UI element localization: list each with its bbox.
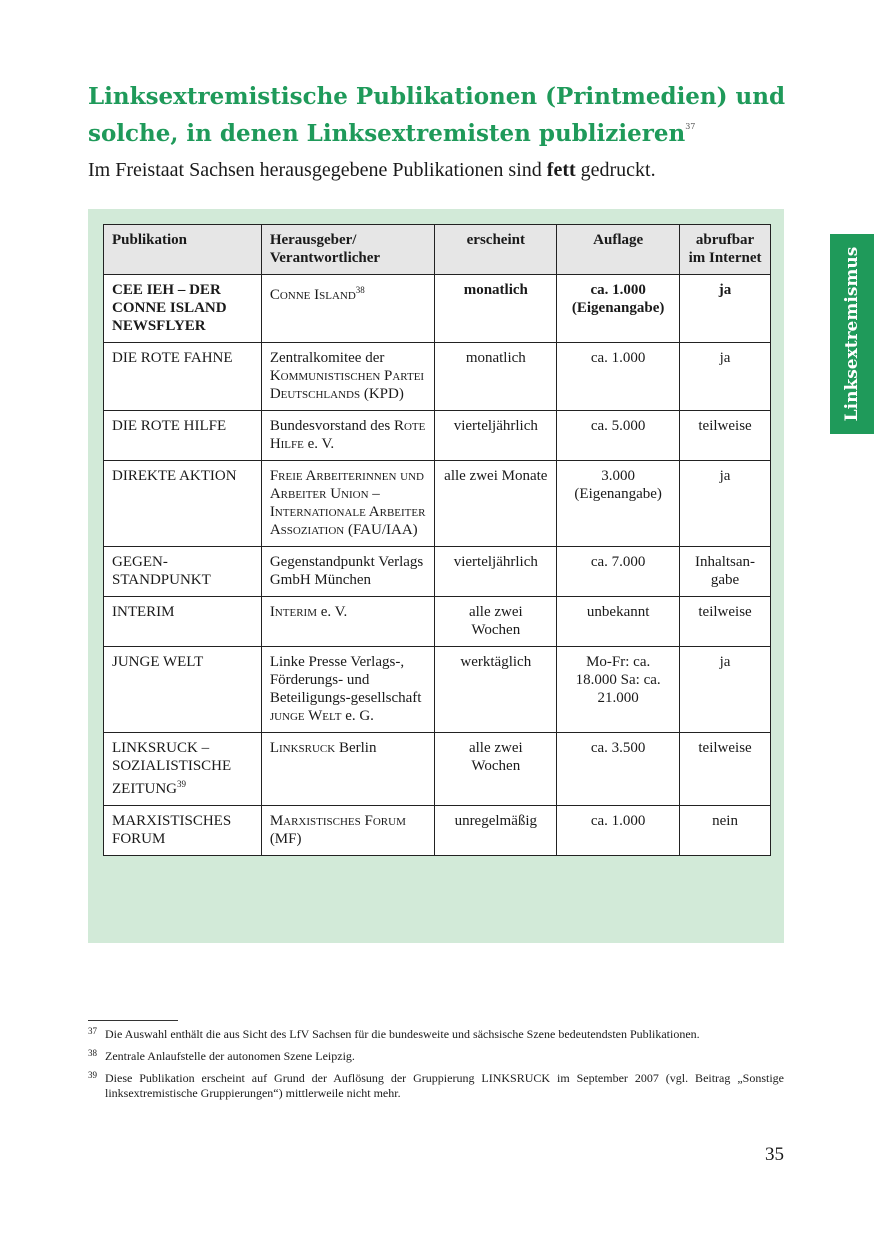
cell-frequency: alle zwei Wochen	[435, 733, 557, 806]
cell-publisher	[261, 343, 435, 411]
cell-online: Inhaltsan-gabe	[680, 547, 771, 597]
footnote	[88, 1071, 784, 1101]
cell-circulation: Mo-Fr: ca. 18.000 Sa: ca. 21.000	[557, 647, 680, 733]
page-number: 35	[765, 1144, 784, 1165]
publisher-name: Linksruck	[269, 740, 336, 756]
header-online: abrufbar im Internet	[680, 225, 771, 275]
intro-text	[88, 157, 788, 183]
cell-publisher	[261, 733, 435, 806]
publications-table	[103, 224, 771, 856]
cell-frequency: monatlich	[435, 275, 557, 343]
intro-before: Im Freistaat Sachsen herausgegebene Publikationen sind	[88, 159, 547, 181]
header-publisher: Herausgeber/ Verantwortlicher	[261, 225, 435, 275]
table-row	[104, 343, 771, 411]
cell-frequency: vierteljährlich	[435, 411, 557, 461]
cell-frequency: unregelmäßig	[435, 806, 557, 856]
footnote-text: Zentrale Anlaufstelle der autonomen Szene Leipzig.	[105, 1049, 355, 1063]
cell-circulation: ca. 1.000	[557, 806, 680, 856]
publisher-suffix: Berlin	[335, 740, 377, 756]
footnote-separator	[88, 1020, 178, 1021]
publisher-name: Kommunistischen Partei Deutschlands	[269, 368, 425, 402]
cell-publication: INTERIM	[104, 597, 262, 647]
publisher-suffix: e. V.	[303, 436, 335, 452]
header-frequency: erscheint	[435, 225, 557, 275]
publisher-plain: Bundesvorstand des	[269, 418, 391, 434]
table-row	[104, 733, 771, 806]
cell-publication: DIE ROTE HILFE	[104, 411, 262, 461]
table-row	[104, 806, 771, 856]
table-background	[88, 209, 784, 943]
cell-circulation: ca. 3.500	[557, 733, 680, 806]
publisher-plain: Linke Presse Verlags-, Förderungs- und Beteiligungs-gesellschaft	[269, 654, 422, 706]
cell-online: ja	[680, 343, 771, 411]
publisher-suffix: (MF)	[269, 831, 302, 847]
cell-publication	[104, 733, 262, 806]
cell-publication: MARXISTISCHES FORUM	[104, 806, 262, 856]
cell-online: teilweise	[680, 597, 771, 647]
publisher-name: Rote Hilfe	[269, 418, 426, 452]
side-tab-label: Linksextremismus	[842, 246, 862, 422]
publisher-footnote-ref: 38	[355, 285, 365, 295]
cell-frequency: alle zwei Monate	[435, 461, 557, 547]
cell-frequency: monatlich	[435, 343, 557, 411]
cell-circulation: ca. 1.000 (Eigenangabe)	[557, 275, 680, 343]
cell-circulation: 3.000 (Eigenangabe)	[557, 461, 680, 547]
footnote	[88, 1027, 784, 1042]
table-row	[104, 597, 771, 647]
intro-bold: fett	[546, 159, 576, 181]
cell-publication: CEE IEH – DER CONNE ISLAND NEWSFLYER	[104, 275, 262, 343]
publisher-suffix: (KPD)	[360, 386, 404, 402]
cell-publisher	[261, 647, 435, 733]
page-title	[88, 82, 788, 149]
cell-publication: GEGEN-STANDPUNKT	[104, 547, 262, 597]
title-line-2: solche, in denen Linksextremisten publizieren	[88, 120, 686, 147]
cell-publication: DIE ROTE FAHNE	[104, 343, 262, 411]
cell-online: teilweise	[680, 411, 771, 461]
cell-frequency: vierteljährlich	[435, 547, 557, 597]
cell-publication: JUNGE WELT	[104, 647, 262, 733]
cell-online: teilweise	[680, 733, 771, 806]
cell-online: ja	[680, 461, 771, 547]
cell-circulation: unbekannt	[557, 597, 680, 647]
publisher-name: junge Welt	[269, 708, 342, 724]
publisher-plain: Zentralkomitee der	[269, 350, 385, 366]
cell-frequency: werktäglich	[435, 647, 557, 733]
cell-publisher	[261, 461, 435, 547]
intro-after: gedruckt.	[575, 159, 656, 181]
footnote-number: 39	[88, 1070, 97, 1080]
table-header-row	[104, 225, 771, 275]
cell-online: ja	[680, 647, 771, 733]
table-row	[104, 411, 771, 461]
publisher-name: Marxistisches Forum	[269, 813, 406, 829]
cell-online: nein	[680, 806, 771, 856]
cell-publication: DIREKTE AKTION	[104, 461, 262, 547]
publisher-suffix: e. G.	[341, 708, 374, 724]
publication-footnote-ref: 39	[176, 779, 186, 789]
section-side-tab	[830, 234, 874, 434]
header-circulation: Auflage	[557, 225, 680, 275]
cell-publisher	[261, 275, 435, 343]
cell-circulation: ca. 7.000	[557, 547, 680, 597]
cell-circulation: ca. 5.000	[557, 411, 680, 461]
publisher-suffix: e. V.	[316, 604, 348, 620]
table-row	[104, 647, 771, 733]
cell-frequency: alle zwei Wochen	[435, 597, 557, 647]
title-footnote-ref: 37	[685, 122, 696, 131]
publisher-name: Freie Arbeiterinnen und Arbeiter Union – Internationale Arbeiter Assoziation	[269, 468, 426, 538]
publication-name: LINKSRUCK – SOZIALISTISCHE ZEITUNG	[112, 740, 232, 797]
footnote-number: 37	[88, 1026, 97, 1036]
title-line-1: Linksextremistische Publikationen (Printmedien) und	[88, 83, 786, 110]
cell-online: ja	[680, 275, 771, 343]
header-publication: Publikation	[104, 225, 262, 275]
cell-publisher	[261, 411, 435, 461]
table-row	[104, 461, 771, 547]
cell-publisher	[261, 597, 435, 647]
footnote	[88, 1049, 784, 1064]
table-row	[104, 547, 771, 597]
table-row	[104, 275, 771, 343]
footnote-text: Diese Publikation erscheint auf Grund der Auflösung der Gruppierung LINKSRUCK im September 2007 (vgl. Beitrag „Sonstige linksextremistische Gruppierungen“) mittlerweile nicht mehr.	[105, 1071, 784, 1100]
cell-publisher: Gegenstandpunkt Verlags GmbH München	[261, 547, 435, 597]
publisher-name: Interim	[269, 604, 317, 620]
publisher-name: Conne Island	[269, 287, 356, 303]
cell-publisher	[261, 806, 435, 856]
publisher-suffix: (FAU/IAA)	[344, 522, 418, 538]
cell-circulation: ca. 1.000	[557, 343, 680, 411]
footnote-number: 38	[88, 1048, 97, 1058]
footnotes	[88, 1027, 784, 1108]
footnote-text: Die Auswahl enthält die aus Sicht des LfV Sachsen für die bundesweite und sächsische Szene bedeutendsten Publikationen.	[105, 1027, 700, 1041]
